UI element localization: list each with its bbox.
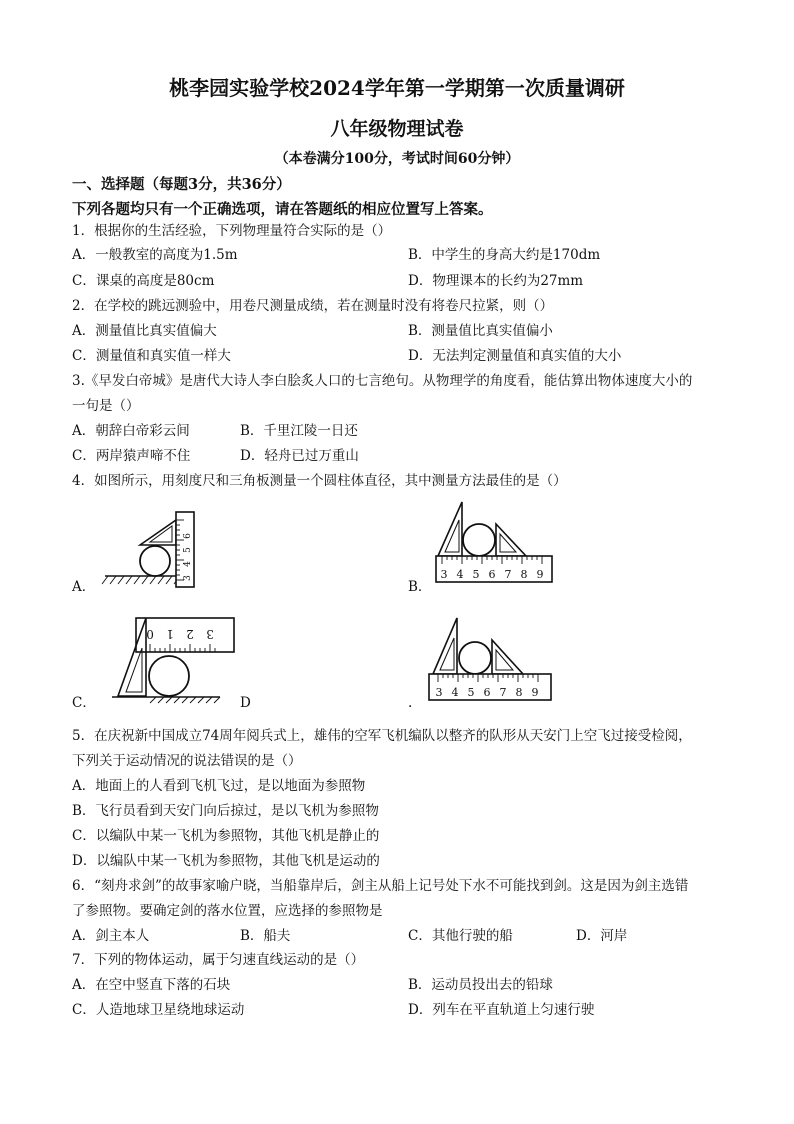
figure-b-tick: 6: [488, 568, 496, 581]
q5-option-c: C．以编队中某一飞机为参照物，其他飞机是静止的: [72, 828, 380, 844]
q4-label-dot: .: [408, 695, 413, 711]
q3-stem-line1: 3.《早发白帝城》是唐代大诗人李白脍炙人口的七言绝句。从物理学的角度看，能估算出物体速度大小的: [72, 373, 693, 389]
q3-stem-line2: 一句是（）: [72, 398, 140, 414]
figure-c-tick: 2: [186, 627, 194, 641]
q7-option-d: D．列车在平直轨道上匀速行驶: [408, 1002, 595, 1018]
section-instruction: 下列各题均只有一个正确选项，请在答题纸的相应位置写上答案。: [72, 201, 493, 218]
figure-d-tick: 5: [467, 686, 475, 699]
figure-b-tick: 5: [472, 568, 480, 581]
q2-option-c: C．测量值和真实值一样大: [72, 348, 231, 364]
exam-note: （本卷满分100分，考试时间60分钟）: [274, 151, 520, 167]
q4-label-c: C．: [72, 695, 96, 711]
figure-d-tick: 9: [531, 686, 539, 699]
q3-option-b: B．千里江陵一日还: [240, 423, 358, 439]
q3-option-a: A．朝辞白帝彩云间: [72, 423, 190, 439]
q2-option-d: D．无法判定测量值和真实值的大小: [408, 348, 622, 364]
figure-d-tick: 6: [483, 686, 491, 699]
q2-stem: 2．在学校的跳远测验中，用卷尺测量成绩，若在测量时没有将卷尺拉紧，则（）: [72, 298, 554, 314]
figure-b-tick: 4: [456, 568, 464, 581]
q6-option-c: C．其他行驶的船: [408, 928, 513, 944]
q7-stem: 7．下列的物体运动，属于匀速直线运动的是（）: [72, 952, 365, 968]
q7-option-a: A．在空中竖直下落的石块: [72, 977, 231, 993]
q2-option-a: A．测量值比真实值偏大: [72, 323, 217, 339]
figure-b-tick: 3: [440, 568, 448, 581]
figure-b: [432, 498, 557, 586]
figure-b-tick: 9: [536, 568, 544, 581]
q7-option-c: C．人造地球卫星绕地球运动: [72, 1002, 245, 1018]
exam-subtitle: 八年级物理试卷: [330, 118, 464, 140]
figure-d-tick: 3: [435, 686, 443, 699]
q6-option-a: A．剑主本人: [72, 928, 150, 944]
q5-option-b: B．飞行员看到天安门向后掠过，是以飞机为参照物: [72, 803, 379, 819]
figure-a-tick: 5: [183, 547, 193, 553]
figure-d-tick: 7: [499, 686, 507, 699]
figure-c-tick: 0: [146, 627, 154, 641]
q5-option-d: D．以编队中某一飞机为参照物，其他飞机是运动的: [72, 853, 380, 869]
q1-option-b: B．中学生的身高大约是170dm: [408, 247, 601, 263]
q1-option-c: C．课桌的高度是80cm: [72, 273, 215, 289]
q3-option-d: D．轻舟已过万重山: [240, 448, 359, 464]
q4-label-b: B．: [408, 579, 432, 595]
q5-stem-line1: 5．在庆祝新中国成立74周年阅兵式上，雄伟的空军飞机编队以整齐的队形从天安门上空飞过接受检阅，: [72, 728, 692, 744]
figure-a-tick: 3: [183, 575, 193, 581]
q2-option-b: B．测量值比真实值偏小: [408, 323, 553, 339]
figure-d: [425, 612, 555, 704]
q6-stem-line1: 6．“刻舟求剑”的故事家喻户晓，当船靠岸后，剑主从船上记号处下水不可能找到剑。这是因为剑主选错: [72, 878, 689, 894]
q5-option-a: A．地面上的人看到飞机飞过，是以地面为参照物: [72, 778, 366, 794]
q3-option-c: C．两岸猿声啼不住: [72, 448, 191, 464]
q1-option-d: D．物理课本的长约为27mm: [408, 273, 584, 289]
q4-label-a: A．: [72, 579, 96, 595]
figure-c-tick: 1: [166, 627, 174, 641]
figure-d-tick: 8: [515, 686, 523, 699]
q1-option-a: A．一般教室的高度为1.5m: [72, 247, 238, 263]
q4-label-d: D: [240, 695, 251, 711]
q7-option-b: B．运动员投出去的铅球: [408, 977, 553, 993]
section-heading: 一、选择题（每题3分，共36分）: [72, 176, 291, 193]
q5-stem-line2: 下列关于运动情况的说法错误的是（）: [72, 753, 302, 769]
figure-b-tick: 7: [504, 568, 512, 581]
q4-stem: 4．如图所示，用刻度尺和三角板测量一个圆柱体直径，其中测量方法最佳的是（）: [72, 473, 567, 489]
q1-stem: 1．根据你的生活经验，下列物理量符合实际的是（）: [72, 223, 392, 239]
figure-a-tick: 6: [183, 533, 193, 539]
figure-d-tick: 4: [451, 686, 459, 699]
figure-c-tick: 3: [206, 627, 214, 641]
q6-stem-line2: 了参照物。要确定剑的落水位置，应选择的参照物是: [72, 903, 383, 919]
exam-title: 桃李园实验学校2024学年第一学期第一次质量调研: [169, 76, 625, 100]
figure-c: [112, 612, 237, 704]
figure-a: [100, 508, 210, 593]
q6-option-b: B．船夫: [240, 928, 291, 944]
q6-option-d: D．河岸: [576, 928, 628, 944]
figure-a-tick: 4: [183, 561, 193, 567]
figure-b-tick: 8: [520, 568, 528, 581]
